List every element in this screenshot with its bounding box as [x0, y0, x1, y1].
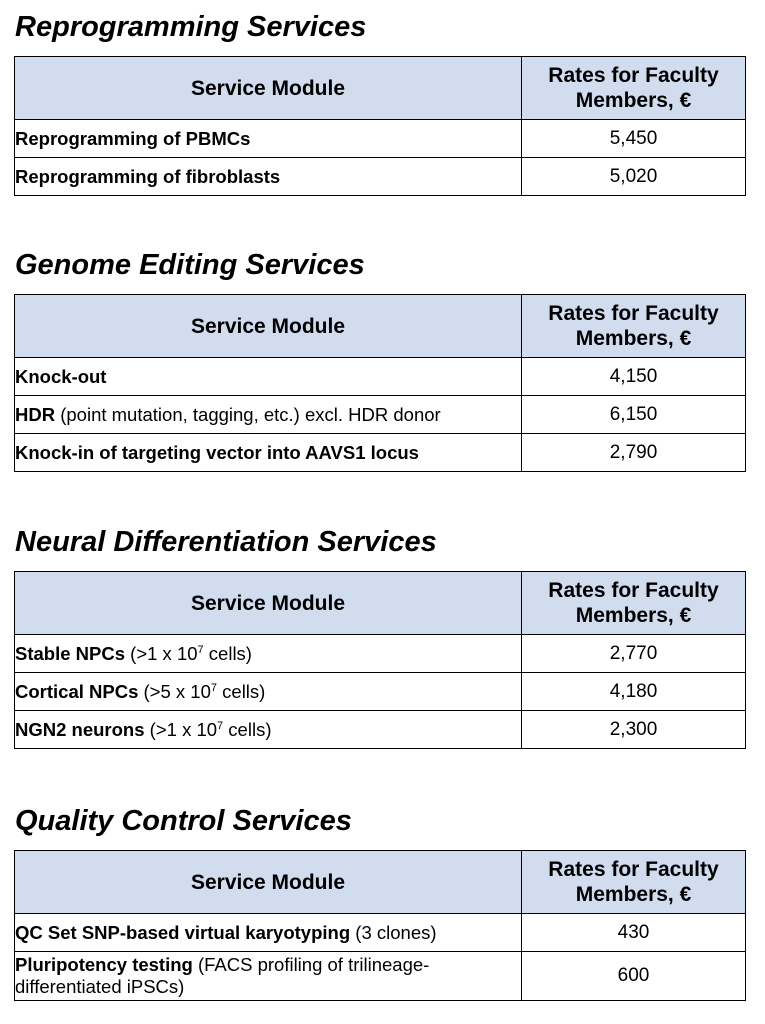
service-name: Pluripotency testing (FACS profiling of trilineage-differentiated iPSCs) — [15, 952, 522, 1001]
table-row — [15, 914, 746, 952]
section-title: Quality Control Services — [15, 805, 352, 837]
table-header-row — [15, 851, 746, 914]
service-name: Cortical NPCs (>5 x $10^7$ cells) — [15, 673, 522, 711]
service-rate: 2,300 — [522, 711, 746, 749]
service-name: Stable NPCs (>1 x $10^7$ cells) — [15, 635, 522, 673]
table-header-row — [15, 57, 746, 120]
service-name: QC Set SNP-based virtual karyotyping (3 clones) — [15, 914, 522, 952]
service-name: Knock-out — [15, 358, 522, 396]
table-row — [15, 952, 746, 1001]
table-row — [15, 434, 746, 472]
table-row — [15, 396, 746, 434]
header-service-module: Service Module — [15, 57, 522, 120]
table-row — [15, 120, 746, 158]
table-header-row — [15, 572, 746, 635]
table-row — [15, 673, 746, 711]
section-title: Genome Editing Services — [15, 249, 365, 281]
header-service-module: Service Module — [15, 572, 522, 635]
section-title: Neural Differentiation Services — [15, 526, 437, 558]
header-service-module: Service Module — [15, 851, 522, 914]
service-name: NGN2 neurons (>1 x $10^7$ cells) — [15, 711, 522, 749]
rates-table — [14, 294, 746, 472]
header-rates: Rates for Faculty Members, € — [522, 57, 746, 120]
service-rate: 5,020 — [522, 158, 746, 196]
service-rate: 4,150 — [522, 358, 746, 396]
service-rate: 600 — [522, 952, 746, 1001]
service-name: Reprogramming of fibroblasts — [15, 158, 522, 196]
rates-table — [14, 571, 746, 749]
service-name: Reprogramming of PBMCs — [15, 120, 522, 158]
table-row — [15, 635, 746, 673]
service-rate: 2,790 — [522, 434, 746, 472]
service-rate: 6,150 — [522, 396, 746, 434]
header-rates: Rates for Faculty Members, € — [522, 851, 746, 914]
service-rate: 5,450 — [522, 120, 746, 158]
section-title: Reprogramming Services — [15, 11, 367, 43]
rates-table — [14, 850, 746, 1001]
table-row — [15, 358, 746, 396]
table-row — [15, 711, 746, 749]
service-rate: 2,770 — [522, 635, 746, 673]
service-rate: 4,180 — [522, 673, 746, 711]
table-header-row — [15, 295, 746, 358]
service-name: Knock-in of targeting vector into AAVS1 locus — [15, 434, 522, 472]
rates-table — [14, 56, 746, 196]
header-rates: Rates for Faculty Members, € — [522, 295, 746, 358]
header-service-module: Service Module — [15, 295, 522, 358]
service-rate: 430 — [522, 914, 746, 952]
table-row — [15, 158, 746, 196]
service-name: HDR (point mutation, tagging, etc.) excl. HDR donor — [15, 396, 522, 434]
header-rates: Rates for Faculty Members, € — [522, 572, 746, 635]
